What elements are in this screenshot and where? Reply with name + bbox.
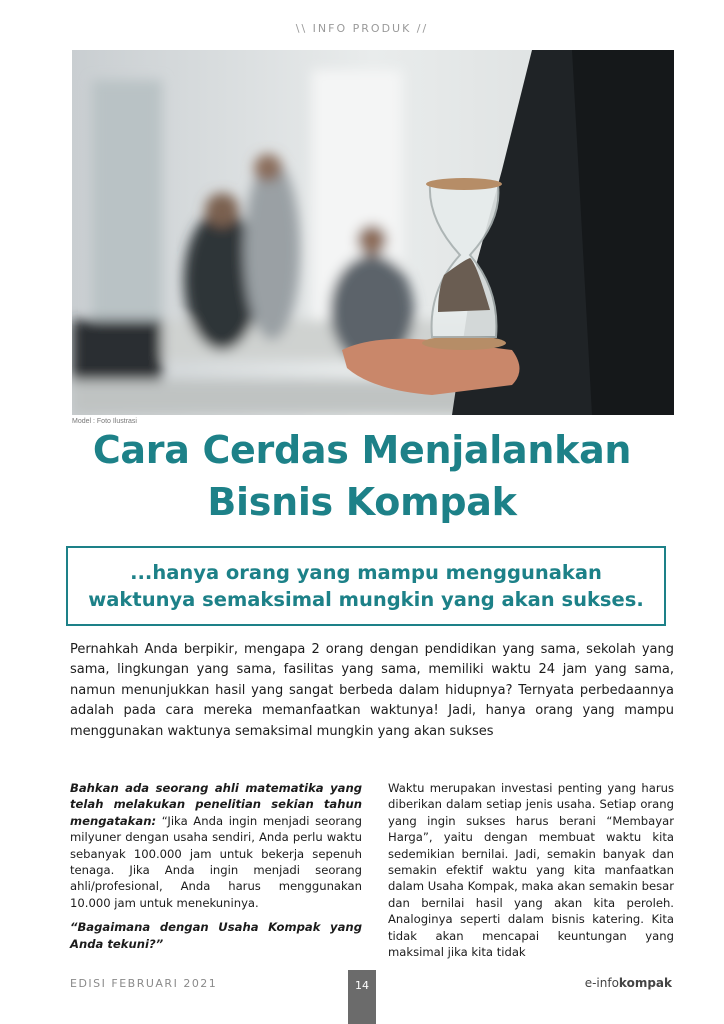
left-lead: Bahkan ada seorang ahli matematika yang telah melakukan penelitian sekian tahun mengatakan: <box>70 781 362 828</box>
section-header: \\ INFO PRODUK // <box>295 22 429 35</box>
hourglass-illustration <box>72 50 674 415</box>
brand-prefix: e-info <box>584 976 619 990</box>
page-number: 14 <box>348 970 376 1024</box>
right-body: Waktu merupakan investasi penting yang harus diberikan dalam setiap jenis usaha. Setiap orang yang ingin sukses harus berani “Membayar Harga”, yaitu dengan membuat waktu kita sedemikian bernilai. Jadi, semakin banyak dan semakin efektif waktu yang kita manfaatkan dalam Usaha Kompak, maka akan semakin besar dan bernilai hasil yang akan kita peroleh. Analoginya seperti dalam bisnis katering. Kita tidak akan mencapai keuntungan yang maksimal jika kita tidak <box>388 781 674 960</box>
hero-photo <box>72 50 674 415</box>
title-line-1: Cara Cerdas Menjalankan <box>92 428 632 472</box>
left-closing: “Bagaimana dengan Usaha Kompak yang Anda tekuni?” <box>70 920 362 951</box>
pull-quote: ...hanya orang yang mampu menggunakan waktunya semaksimal mungkin yang akan sukses. <box>88 561 644 611</box>
left-column <box>70 780 362 960</box>
edition-label: EDISI FEBRUARI 2021 <box>70 977 218 990</box>
intro-paragraph: Pernahkah Anda berpikir, mengapa 2 orang dengan pendidikan yang sama, sekolah yang sama, lingkungan yang sama, fasilitas yang sama, memiliki waktu 24 jam yang sama, namun menunjukkan hasil yang sangat berbeda dalam hidupnya? Ternyata perbedaannya adalah pada cara mereka memanfaatkan waktunya! Jadi, hanya orang yang mampu menggunakan waktunya semaksimal mungkin yang akan sukses <box>70 642 674 739</box>
left-paragraph <box>70 780 362 911</box>
brand-suffix: kompak <box>618 976 672 990</box>
left-body: “Jika Anda ingin menjadi seorang milyuner dengan usaha sendiri, Anda perlu waktu sebanyak 100.000 jam untuk bekerja sepenuh tenaga. Jika Anda ingin menjadi seorang ahli/profesional, Anda harus menggunakan 10.000 jam untuk menekuninya. <box>70 813 362 910</box>
photo-caption: Model : Foto Ilustrasi <box>72 418 137 425</box>
title-line-2: Bisnis Kompak <box>207 480 517 524</box>
brand-logo <box>585 976 672 990</box>
pull-quote-box <box>66 546 666 626</box>
right-column <box>388 780 674 968</box>
article-title <box>40 424 684 528</box>
